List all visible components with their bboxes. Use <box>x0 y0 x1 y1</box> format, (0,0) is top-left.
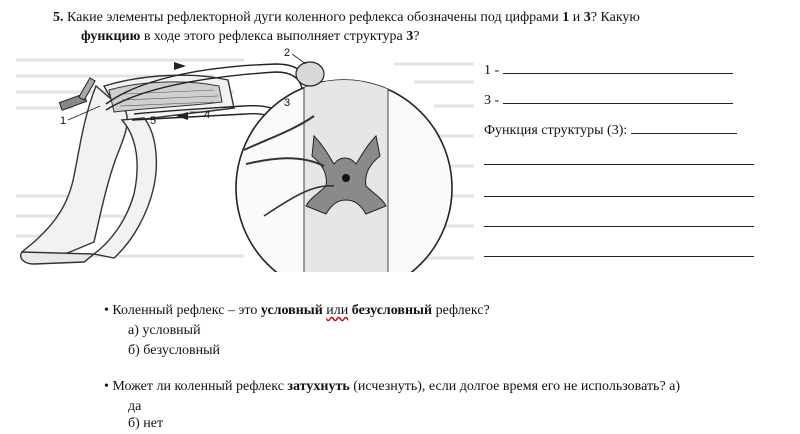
answer-3-label: 3 - <box>484 93 500 108</box>
answer-1-label: 1 - <box>484 63 500 78</box>
q-type-text-a: Коленный рефлекс – это <box>112 303 261 318</box>
q-type-text-b: рефлекс? <box>432 303 490 318</box>
q-type-unconditioned: безусловный <box>351 303 433 318</box>
q5-and: и <box>569 10 584 25</box>
q-type-or: или <box>326 303 349 318</box>
function-field[interactable] <box>631 120 737 134</box>
label-1: 1 <box>60 115 67 127</box>
answer-1-field[interactable] <box>503 60 733 74</box>
answer-3-row <box>484 90 733 109</box>
option-conditioned[interactable]: а) условный <box>128 323 201 338</box>
function-line-4[interactable] <box>484 226 754 227</box>
question-reflex-type <box>104 301 490 321</box>
option-yes[interactable]: да <box>128 399 142 414</box>
q-fade-word: затухнуть <box>287 379 350 394</box>
q5-number-3: 3 <box>583 10 591 25</box>
function-label: Функция структуры (3): <box>484 123 628 138</box>
q-type-conditioned: условный <box>260 303 323 318</box>
q5-number-1: 1 <box>562 10 570 25</box>
q5-text-c: в ходе этого рефлекса выполняет структура <box>140 29 407 44</box>
spinal-cord-magnified <box>236 62 452 272</box>
option-unconditioned[interactable]: б) безусловный <box>128 343 221 358</box>
label-5: 5 <box>150 115 157 127</box>
q5-text-a: Какие элементы рефлекторной дуги коленного рефлекса обозначены под цифрами <box>63 10 563 25</box>
answer-3-field[interactable] <box>503 90 733 104</box>
q-fade-text-a: Может ли коленный рефлекс <box>112 379 288 394</box>
function-line-3[interactable] <box>484 196 754 197</box>
q5-text-d: ? <box>413 29 420 44</box>
label-3: 3 <box>284 97 291 109</box>
question-number: 5. <box>53 10 64 25</box>
label-2: 2 <box>284 47 291 59</box>
bullet: • <box>104 303 109 318</box>
q5-function-word: функцию <box>81 29 141 44</box>
question-5 <box>53 8 753 46</box>
answer-1-row <box>484 60 733 79</box>
function-line-5[interactable] <box>484 256 754 257</box>
function-line-2[interactable] <box>484 164 754 165</box>
question-fade <box>104 377 794 397</box>
option-no[interactable]: б) нет <box>128 416 164 431</box>
label-4: 4 <box>204 109 211 121</box>
function-row <box>484 120 737 139</box>
q5-structure-3: 3 <box>406 29 414 44</box>
q5-text-b: ? Какую <box>590 10 640 25</box>
bullet: • <box>104 379 109 394</box>
q5-line-2 <box>53 27 753 46</box>
reflex-arc-figure <box>14 46 474 272</box>
q-fade-text-b: (исчезнуть), если долгое время его не использовать? а) <box>349 379 681 394</box>
